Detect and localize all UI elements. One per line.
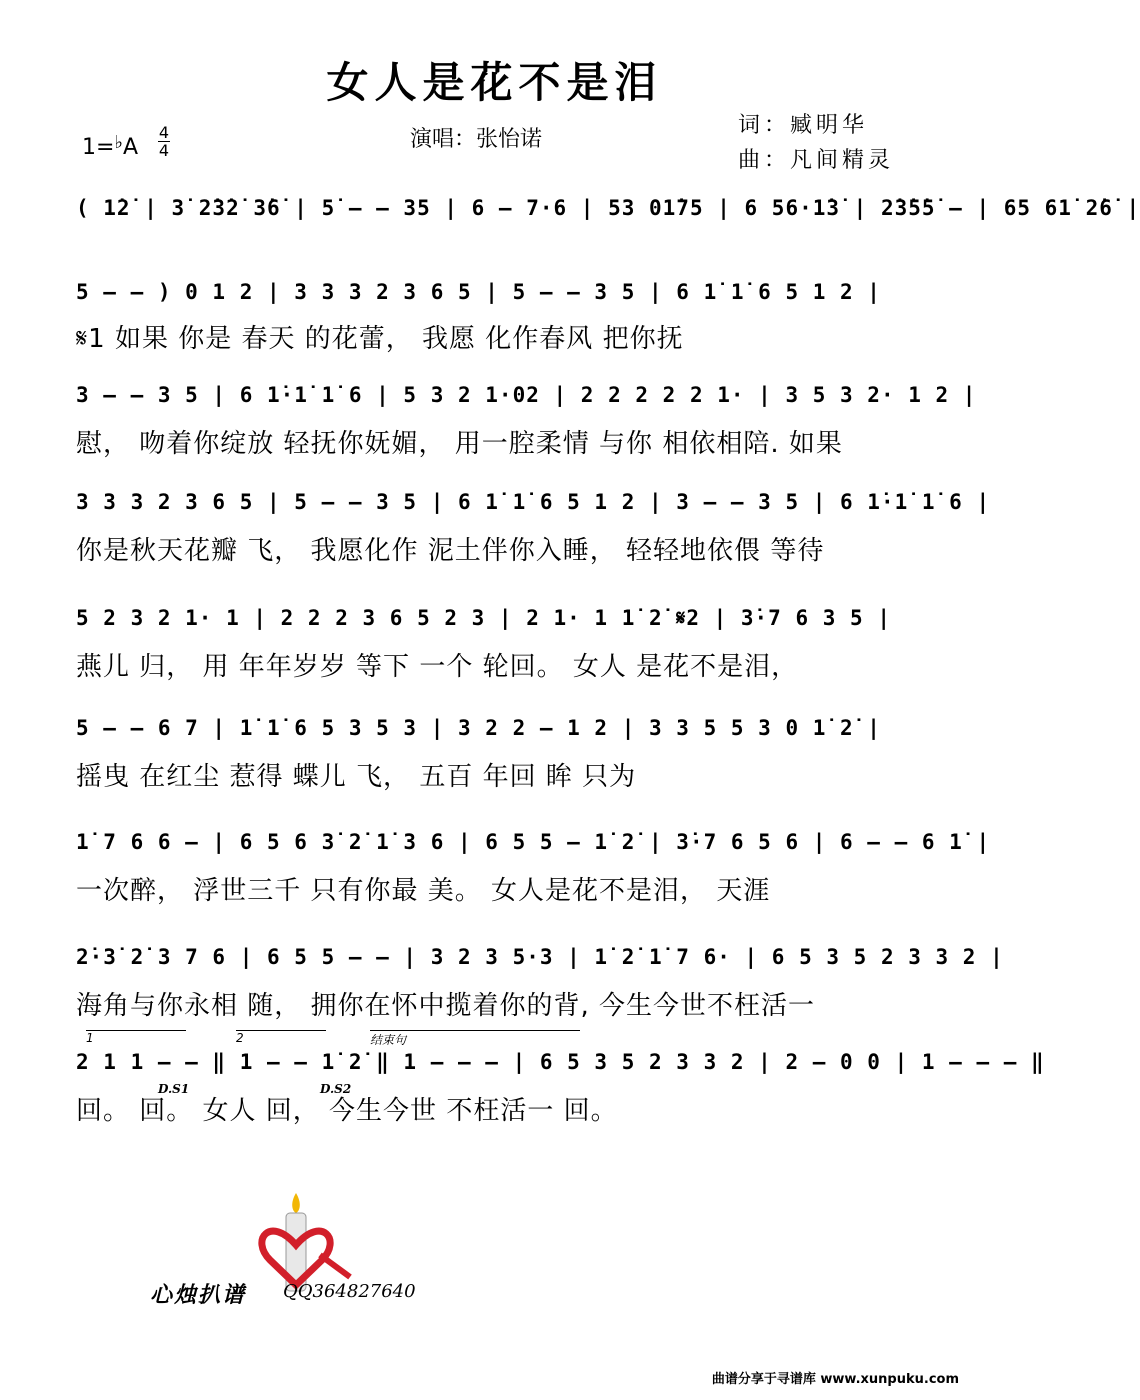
lyrics-line: 𝄋1 如果 你是 春天 的花蕾， 我愿 化作春风 把你抚 — [76, 324, 684, 354]
lyrics-line: 你是秋天花瓣 飞， 我愿化作 泥土伴你入睡， 轻轻地依偎 等待 — [76, 536, 825, 566]
time-signature-top: 4 — [158, 123, 170, 142]
volta-1-label: 1 — [86, 1031, 94, 1045]
notes-line: 2 1 1 – – ‖ 1 – – 1̇ 2̇ ‖ 1 – – – | 6 5 3 5 2 3 3 2 | 2 – 0 0 | 1 – – – ‖ — [76, 1050, 1045, 1074]
key-signature — [82, 132, 138, 160]
lyrics-line: 慰， 吻着你绽放 轻抚你妩媚， 用一腔柔情 与你 相依相陪. 如果 — [76, 429, 843, 459]
volta-2-label: 2 — [236, 1031, 244, 1045]
lyrics-line: 燕儿 归， 用 年年岁岁 等下 一个 轮回。 女人 是花不是泪， — [76, 652, 799, 682]
ds2-marker: D.S2 — [320, 1082, 352, 1096]
lyrics-line: 摇曳 在红尘 惹得 蝶儿 飞， 五百 年回 眸 只为 — [76, 762, 637, 792]
notes-line: 3 3 3 2 3 6 5 | 5 – – 3 5 | 6 1̇ 1̇ 6 5 1 2 | 3 – – 3 5 | 6 1̇·1̇ 1̇ 6 | — [76, 490, 991, 514]
notes-line: ( 1̇2̇ | 3̇ 2̇3̇2̇ 3̇6̇ | 5̇ – – 35 | 6 – 7·6 | 53 01̇75 | 6 56·1̇3̇ | 2̇3̇5̇5̇ – | 65 61̇ 2̇6̇ | — [76, 196, 1140, 220]
flat-symbol: ♭ — [114, 132, 123, 153]
ending-label: 结束句 — [370, 1033, 407, 1047]
notes-line: 3 – – 3 5 | 6 1̇·1̇ 1̇ 6 | 5 3 2 1·02 | 2 2 2 2 2 1· | 3 5 3 2· 1 2 | — [76, 383, 977, 407]
lyricist-credit: 词：臧明华 — [738, 113, 869, 138]
ending-marker — [370, 1030, 580, 1048]
volta-1 — [86, 1030, 186, 1045]
volta-2 — [236, 1030, 326, 1045]
singer-credit: 演唱：张怡诺 — [410, 127, 543, 152]
page-title: 女人是花不是泪 — [326, 58, 663, 107]
time-signature — [158, 124, 170, 159]
time-signature-bottom: 4 — [158, 141, 170, 160]
lyrics-line: 海角与你永相 随， 拥你在怀中揽着你的背, 今生今世不枉活一 — [76, 991, 816, 1021]
lyrics-line: 回。 回。 女人 回， 今生今世 不枉活一 回。 — [76, 1096, 618, 1126]
key-note: A — [122, 135, 138, 160]
notes-line: 5 – – ) 0 1 2 | 3 3 3 2 3 6 5 | 5 – – 3 5 | 6 1̇ 1̇ 6 5 1 2 | — [76, 280, 881, 304]
ds1-marker: D.S1 — [158, 1082, 190, 1096]
composer-credit: 曲：凡间精灵 — [738, 148, 895, 173]
lyrics-line: 一次醉， 浮世三千 只有你最 美。 女人是花不是泪， 天涯 — [76, 876, 771, 906]
notes-line: 5 2 3 2 1· 1 | 2 2 2 3 6 5 2 3 | 2 1· 1 1̇ 2̇ 𝄋2 | 3̇·7 6 3 5 | — [76, 606, 891, 630]
qq-number: QQ364827640 — [283, 1281, 416, 1302]
notes-line: 1̇ 7 6 6 – | 6 5 6 3̇ 2̇ 1̇ 3 6 | 6 5 5 – 1̇ 2̇ | 3̇·7 6 5 6 | 6 – – 6 1̇ | — [76, 830, 991, 854]
key-label: 1= — [82, 135, 115, 160]
notes-line: 5 – – 6 7 | 1̇ 1̇ 6 5 3 5 3 | 3 2 2 – 1 2 | 3 3 5 5 3 0 1̇ 2̇ | — [76, 716, 881, 740]
notes-line: 2̇·3̇ 2̇ 3 7 6 | 6 5 5 – – | 3 2 3 5·3 | 1̇ 2̇ 1̇ 7 6· | 6 5 3 5 2 3 3 2 | — [76, 945, 1004, 969]
footer-credit: 曲谱分享于寻谱库 www.xunpuku.com — [711, 1372, 959, 1387]
logo-text: 心烛扒谱 — [150, 1283, 247, 1308]
